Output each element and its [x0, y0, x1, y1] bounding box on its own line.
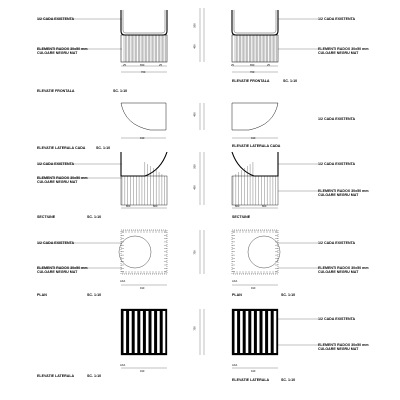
- dim-plan-axis-left: AXA: [120, 280, 126, 283]
- dim-front-right-b: 650: [250, 64, 255, 67]
- dim-laterala-w-right: 910: [251, 370, 256, 373]
- label-elevatie-laterala-cada-right: ELEVATIE LATERALA CADA: [232, 144, 281, 148]
- label-elemente-right-4a: ELEMENTI RADOX 30x50 mm: [318, 266, 369, 270]
- lateral-grid-gap: [152, 311, 155, 353]
- dim-section-h1: 500: [193, 164, 197, 169]
- label-elevatie-frontala-right: ELEVATIE FRONTALA: [232, 79, 270, 83]
- label-elemente-left-3a: ELEMENTI RADOX 30x50 mm: [37, 176, 88, 180]
- lateral-grid-base: [232, 309, 278, 355]
- label-cada-existenta-right-5: 1/2 CADA EXISTENTA: [318, 317, 356, 321]
- row-elevatie-laterala-cada: [121, 103, 278, 138]
- label-elevatie-laterala-left: ELEVATIE LATERALA: [37, 374, 75, 378]
- plan-tub-curve: [248, 236, 280, 268]
- label-elemente-right-4b: CULOARE NEGRU MAT: [318, 270, 359, 274]
- dim-front-left-b: 650: [140, 64, 145, 67]
- dim-plan-w-left: 910: [140, 287, 145, 290]
- dim-front-left-a: 25: [123, 64, 126, 67]
- tub-outline: [232, 10, 278, 35]
- scale-right-4: SC. 1:10: [281, 293, 296, 297]
- lateral-grid-gap: [240, 311, 243, 353]
- section-cut: [232, 152, 278, 176]
- label-cada-existenta-right-1: 1/2 CADA EXISTENTA: [318, 17, 356, 21]
- dim-laterala-axis-left: AXA: [120, 364, 126, 367]
- lateral-grid-gap: [251, 311, 254, 353]
- section-frame: [121, 176, 167, 205]
- dim-laterala-w-left: 910: [140, 370, 145, 373]
- lateral-grid-gap: [274, 311, 277, 353]
- label-elevatie-laterala-cada-left: ELEVATIE LATERALA CADA: [37, 146, 86, 150]
- label-elemente-left-1a: ELEMENTI RADOX 30x50 mm: [37, 47, 88, 51]
- lateral-grid-gap: [163, 311, 166, 353]
- dim-front-height-b: 400: [193, 44, 197, 49]
- section-cut: [121, 152, 167, 176]
- label-cada-existenta-left-1: 1/2 CADA EXISTENTA: [37, 17, 75, 21]
- dim-plan-axis-right: AXA: [232, 280, 238, 283]
- label-cada-existenta-right-3: 1/2 CADA EXISTENTA: [318, 162, 356, 166]
- tub-inner: [123, 10, 165, 33]
- scale-right-1: SC. 1:10: [283, 79, 298, 83]
- lateral-grid-gap: [246, 311, 249, 353]
- label-cada-existenta-right-4: 1/2 CADA EXISTENTA: [318, 241, 356, 245]
- dim-front-height-a: 500: [193, 23, 197, 28]
- label-elemente-left-3b: CULOARE NEGRU MAT: [37, 180, 78, 184]
- dim-section-h2: 400: [193, 185, 197, 190]
- scale-left-5: SC. 1:10: [87, 374, 102, 378]
- lateral-grid-gap: [263, 311, 266, 353]
- lateral-grid-gap: [146, 311, 149, 353]
- label-cada-existenta-left-3: 1/2 CADA EXISTENTA: [37, 162, 75, 166]
- row-sectiune: [37, 152, 318, 208]
- lateral-grid-gap: [129, 311, 132, 353]
- row-elevatie-laterala: [121, 309, 318, 368]
- label-cada-existenta-left-4: 1/2 CADA EXISTENTA: [37, 241, 75, 245]
- dim-laterala-axis-right: AXA: [232, 364, 238, 367]
- tub-lateral: [232, 103, 278, 130]
- dim-section-w2-right: 800: [262, 205, 267, 208]
- tub-lateral: [121, 103, 166, 130]
- plan-tub-curve: [119, 236, 151, 268]
- label-elevatie-frontala-left: ELEVATIE FRONTALA: [37, 89, 75, 93]
- dim-front-right-c: 25: [267, 64, 270, 67]
- label-elemente-right-3b: CULOARE NEGRU MAT: [318, 193, 359, 197]
- dim-lateral-cada-w-left: 910: [140, 137, 145, 140]
- lateral-grid-gap: [235, 311, 238, 353]
- label-elemente-right-5b: CULOARE NEGRU MAT: [318, 347, 359, 351]
- scale-left-3: SC. 1:10: [87, 215, 102, 219]
- lateral-grid-gap: [124, 311, 127, 353]
- dim-lateral-cada-h: 400: [193, 112, 197, 117]
- dim-plan-w-right: 910: [251, 287, 256, 290]
- tub-outline: [121, 10, 167, 35]
- label-elemente-left-4b: CULOARE NEGRU MAT: [37, 270, 78, 274]
- label-sectiune-right: SECTIUNE: [232, 215, 251, 219]
- dim-front-right-a: 25: [231, 64, 234, 67]
- row-elevatie-frontala: [37, 8, 318, 72]
- lateral-grid-gap: [140, 311, 143, 353]
- scale-left-2: SC. 1:10: [96, 146, 111, 150]
- label-plan-left: PLAN: [37, 293, 47, 297]
- dim-front-total-right: 700: [250, 71, 255, 74]
- row-plan: [37, 230, 318, 285]
- label-sectiune-left: SECTIUNE: [37, 215, 56, 219]
- section-frame: [232, 176, 278, 205]
- label-plan-right: PLAN: [232, 293, 242, 297]
- dim-laterala-h: 700: [193, 326, 197, 331]
- scale-right-5: SC. 1:10: [281, 378, 296, 382]
- dim-front-total-left: 700: [141, 71, 146, 74]
- label-elemente-right-5a: ELEMENTI RADOX 30x50 mm: [318, 343, 369, 347]
- dim-section-w2-left: 800: [153, 205, 158, 208]
- dim-section-w1-left: 800: [126, 205, 131, 208]
- tub-inner: [234, 10, 276, 33]
- plan-outline: [232, 230, 278, 274]
- dim-front-left-c: 25: [159, 64, 162, 67]
- lateral-grid-gap: [257, 311, 260, 353]
- lateral-grid-gap: [157, 311, 160, 353]
- label-elemente-right-1a: ELEMENTI RADOX 30x50 mm: [318, 47, 369, 51]
- label-elevatie-laterala-right: ELEVATIE LATERALA: [232, 378, 270, 382]
- lateral-grid-gap: [135, 311, 138, 353]
- dim-lateral-cada-w-right: 910: [251, 137, 256, 140]
- label-elemente-left-1b: CULOARE NEGRU MAT: [37, 51, 78, 55]
- dim-section-w1-right: 800: [235, 205, 240, 208]
- label-elemente-left-4a: ELEMENTI RADOX 30x50 mm: [37, 266, 88, 270]
- label-cada-existenta-right-2: 1/2 CADA EXISTENTA: [318, 117, 356, 121]
- plan-outline: [121, 230, 167, 274]
- dim-plan-h: 700: [193, 250, 197, 255]
- scale-left-4: SC. 1:10: [87, 293, 102, 297]
- lateral-grid-gap: [268, 311, 271, 353]
- label-elemente-right-3a: ELEMENTI RADOX 30x50 mm: [318, 189, 369, 193]
- label-elemente-right-1b: CULOARE NEGRU MAT: [318, 51, 359, 55]
- lateral-grid-base: [121, 309, 167, 355]
- scale-left-1: SC. 1:10: [113, 89, 128, 93]
